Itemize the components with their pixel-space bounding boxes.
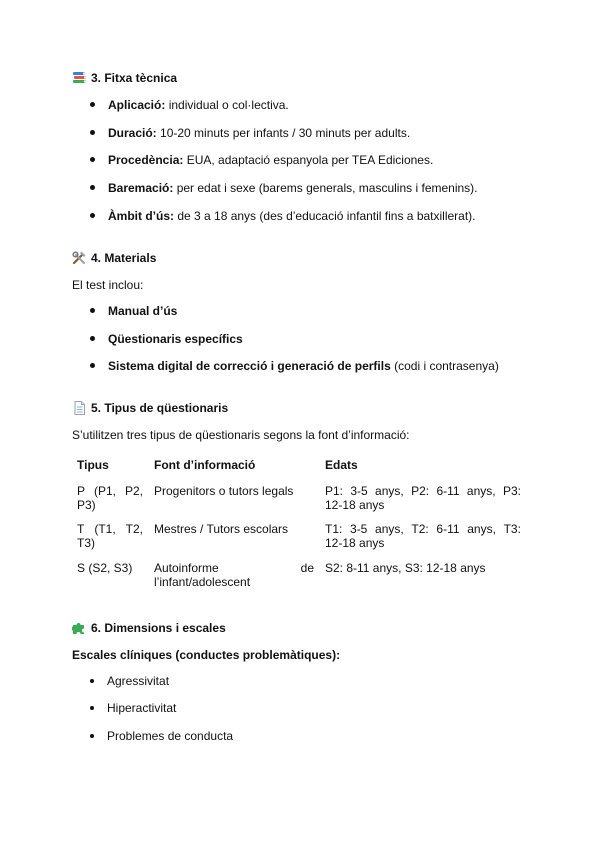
- list-item: Qüestionaris específics: [90, 332, 243, 346]
- table-row-1-tipus-line2: P3): [77, 498, 96, 512]
- section-4-heading: [72, 251, 156, 265]
- table-row-2-tipus-line2: T3): [77, 536, 95, 550]
- section-3-title: 3. Fitxa tècnica: [91, 71, 178, 85]
- list-item: Problemes de conducta: [90, 729, 233, 743]
- list-item: Procedència: EUA, adaptació espanyola per TEA Ediciones.: [90, 153, 433, 167]
- document-icon: [72, 401, 87, 415]
- puzzle-icon: [72, 621, 87, 635]
- table-row-3-font: Autoinforme de: [154, 561, 314, 575]
- section-6-subtitle: Escales clíniques (conductes problemàtiques):: [72, 648, 341, 662]
- table-row-3-tipus: S (S2, S3): [77, 561, 133, 575]
- table-header-font: Font d’informació: [154, 458, 256, 472]
- table-row-1-edats-line2: 12-18 anys: [325, 498, 385, 512]
- section-5-intro: S’utilitzen tres tipus de qüestionaris segons la font d’informació:: [72, 428, 410, 442]
- list-item: Agressivitat: [90, 674, 169, 688]
- section-4-title: 4. Materials: [91, 251, 157, 265]
- table-row-2-edats-line2: 12-18 anys: [325, 536, 385, 550]
- list-item: Baremació: per edat i sexe (barems generals, masculins i femenins).: [90, 181, 478, 195]
- table-row-3-edats: S2: 8-11 anys, S3: 12-18 anys: [325, 561, 486, 575]
- table-row-2-edats: T1: 3-5 anys, T2: 6-11 anys, T3:: [325, 522, 521, 536]
- section-3-heading: [72, 71, 177, 85]
- table-row-1-font: Progenitors o tutors legals: [154, 484, 294, 498]
- list-item: Hiperactivitat: [90, 701, 176, 715]
- list-item: Àmbit d’ús: de 3 a 18 anys (des d’educació infantil fins a batxillerat).: [90, 209, 476, 223]
- table-row-3-font-line2: l’infant/adolescent: [154, 575, 251, 589]
- table-header-edats: Edats: [325, 458, 358, 472]
- list-item: Sistema digital de correcció i generació de perfils (codi i contrasenya): [90, 359, 499, 373]
- table-row-1-edats: P1: 3-5 anys, P2: 6-11 anys, P3:: [325, 484, 521, 498]
- section-5-title: 5. Tipus de qüestionaris: [91, 401, 229, 415]
- table-header-tipus: Tipus: [77, 458, 109, 472]
- section-5-heading: [72, 401, 228, 415]
- list-item: Aplicació: individual o col·lectiva.: [90, 98, 289, 112]
- section-4-intro: El test inclou:: [72, 278, 144, 292]
- table-row-2-tipus: T (T1, T2,: [77, 522, 143, 536]
- list-item: Duració: 10-20 minuts per infants / 30 minuts per adults.: [90, 126, 410, 140]
- section-6-heading: [72, 621, 226, 635]
- list-item: Manual d’ús: [90, 304, 177, 318]
- tools-icon: [72, 251, 87, 265]
- books-icon: [72, 71, 87, 85]
- section-6-title: 6. Dimensions i escales: [91, 621, 226, 635]
- table-row-1-tipus: P (P1, P2,: [77, 484, 143, 498]
- table-row-2-font: Mestres / Tutors escolars: [154, 522, 289, 536]
